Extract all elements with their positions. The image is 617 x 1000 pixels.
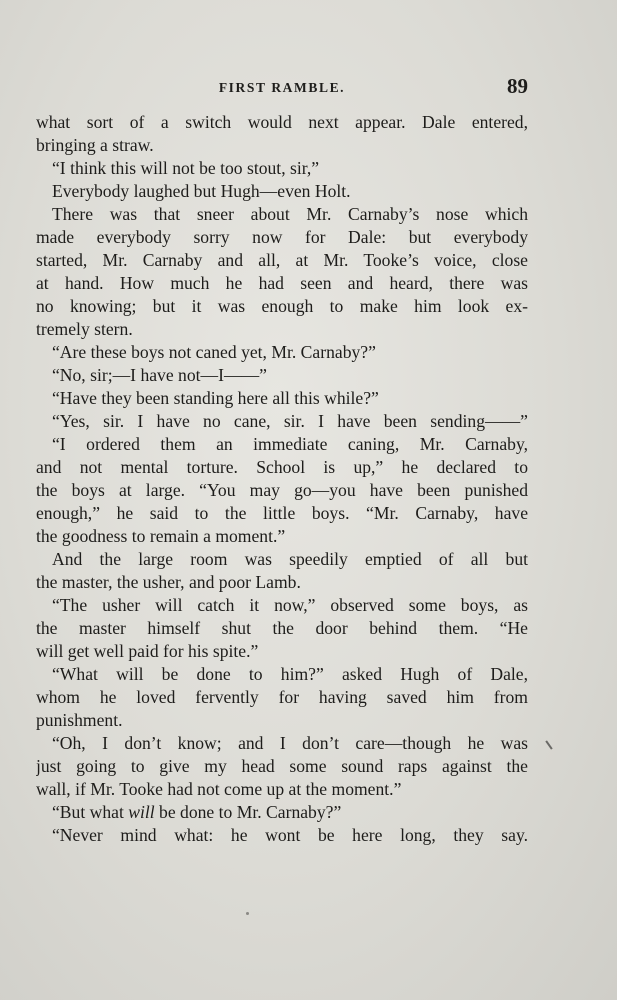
text-line: tremely stern. (36, 319, 133, 339)
body-text (36, 111, 528, 847)
text-line: the goodness to remain a moment.” (36, 526, 286, 546)
ink-mark (545, 740, 552, 749)
text-line (36, 801, 528, 824)
text-line: made everybody sorry now for Dale: but everybody (36, 227, 528, 247)
text-line: enough,” he said to the little boys. “Mr. Carnaby, have (36, 503, 528, 523)
text-line: what sort of a switch would next appear. Dale entered, (36, 112, 528, 132)
text-line: whom he loved fervently for having saved him from (36, 687, 528, 707)
text-line: and not mental torture. School is up,” he declared to (36, 457, 528, 477)
text-line: the boys at large. “You may go—you have been punished (36, 480, 528, 500)
text-line: punishment. (36, 710, 123, 730)
text-line: There was that sneer about Mr. Carnaby’s nose which (52, 204, 528, 224)
text-line: “Yes, sir. I have no cane, sir. I have been sending——” (52, 411, 528, 431)
text-line: bringing a straw. (36, 135, 154, 155)
text-line: “The usher will catch it now,” observed some boys, as (52, 595, 528, 615)
text-line: the master himself shut the door behind them. “He (36, 618, 528, 638)
text-line: just going to give my head some sound raps against the (36, 756, 528, 776)
ink-dot (246, 912, 249, 915)
text-line: at hand. How much he had seen and heard, there was (36, 273, 528, 293)
italic-emphasis: will (128, 802, 155, 822)
text-line: will get well paid for his spite.” (36, 641, 259, 661)
text-line: “I think this will not be too stout, sir,” (52, 158, 320, 178)
text-line: started, Mr. Carnaby and all, at Mr. Tooke’s voice, close (36, 250, 528, 270)
text-line: Everybody laughed but Hugh—even Holt. (52, 181, 351, 201)
text-line: “Have they been standing here all this while?” (52, 388, 379, 408)
page-header (36, 76, 528, 102)
text-run: be done to Mr. Carnaby?” (154, 802, 342, 822)
text-line: “Are these boys not caned yet, Mr. Carnaby?” (52, 342, 376, 362)
running-title: FIRST RAMBLE. (218, 80, 346, 95)
text-line: “I ordered them an immediate caning, Mr. Carnaby, (52, 434, 528, 454)
text-line: “Never mind what: he wont be here long, they say. (52, 825, 528, 845)
text-line: wall, if Mr. Tooke had not come up at the moment.” (36, 779, 402, 799)
text-line: “What will be done to him?” asked Hugh of Dale, (52, 664, 528, 684)
page-number: 89 (507, 74, 528, 98)
text-line: no knowing; but it was enough to make him look ex- (36, 296, 528, 316)
text-line: the master, the usher, and poor Lamb. (36, 572, 301, 592)
text-run: “But what (52, 802, 129, 822)
text-line: And the large room was speedily emptied of all but (52, 549, 528, 569)
text-line: “No, sir;—I have not—I——” (52, 365, 267, 385)
text-line: “Oh, I don’t know; and I don’t care—though he was (52, 733, 528, 753)
